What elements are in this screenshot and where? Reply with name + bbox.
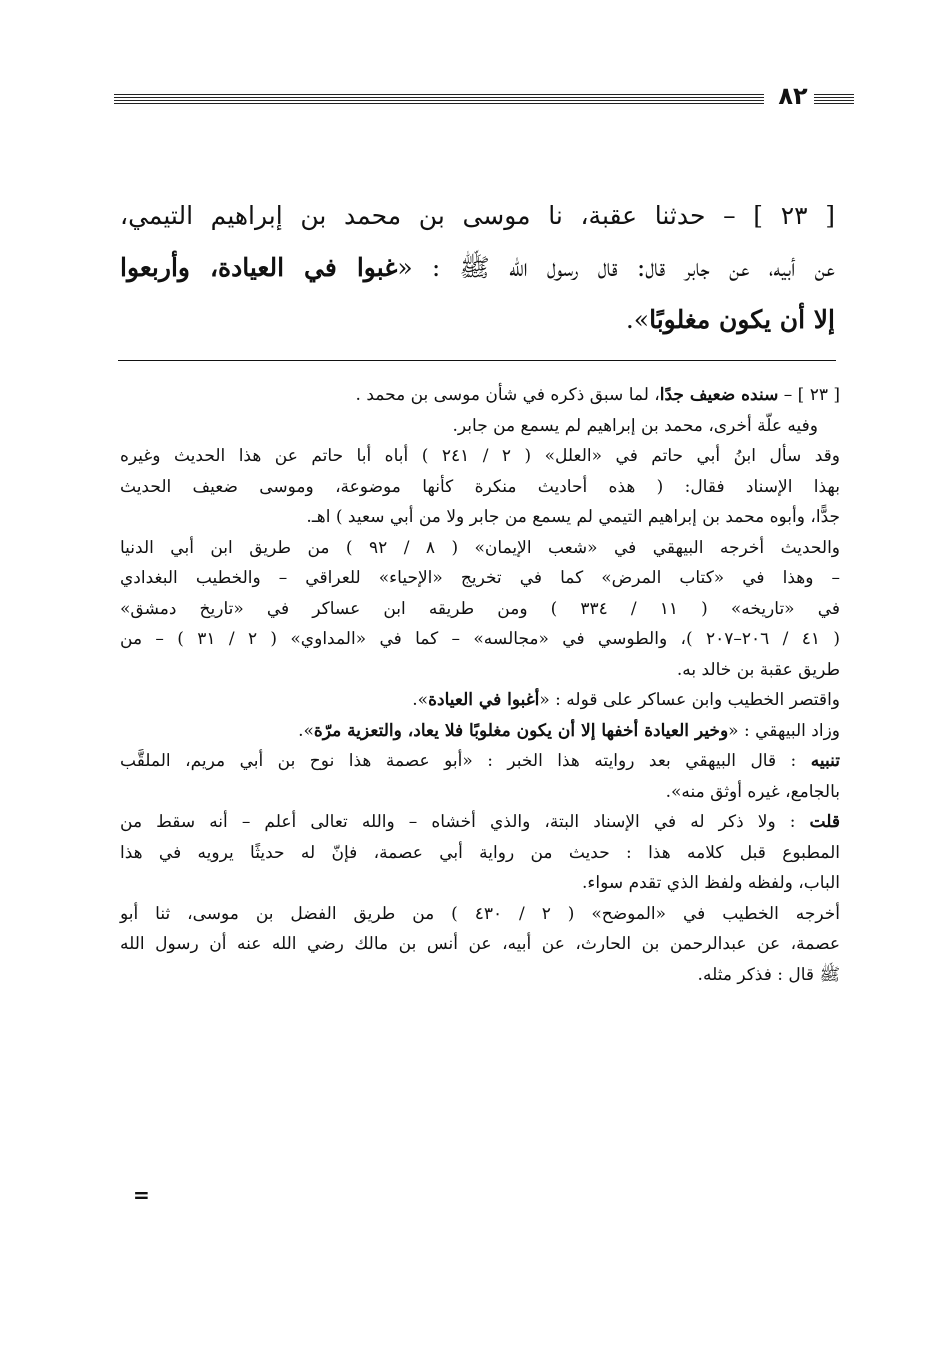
- bold-text: وخير العيادة أخفها إلا أن يكون مغلوبًا فلا يعاد، والتعزية مرّة: [313, 720, 729, 741]
- hadith-line: [120, 294, 835, 346]
- text-run: بهذا الإسناد فقال: ( هذه أحاديث منكرة كأنها موضوعة، وموسى ضعيف الحديث: [120, 476, 840, 497]
- footnote-line: [120, 563, 840, 594]
- bold-text: سنده ضعيف جدًا: [659, 385, 779, 405]
- text-run: طريق عقبة بن خالد به.: [676, 659, 840, 680]
- bold-text: إلا أن يكون مغلوبًا: [649, 305, 835, 334]
- footnote-line: [120, 441, 840, 472]
- bold-text: قلت: [809, 812, 840, 832]
- footnote-line: [120, 594, 840, 625]
- text-run: ( ٤١ / ٢٠٦–٢٠٧ )، والطوسي في «مجالسه» – كما في «المداوي» ( ٢ / ٣١ ) – من: [120, 629, 840, 649]
- hadith-line: [120, 242, 835, 294]
- hadith-line: [120, 190, 835, 242]
- footnote-line: [120, 411, 840, 442]
- text-run: – وهذا في «كتاب المرض» كما في تخريج «الإحياء» للعراقي – والخطيب البغدادي: [120, 568, 840, 588]
- text-run: ، لما سبق ذكره في شأن موسى بن محمد .: [355, 385, 660, 405]
- text-run: وفيه علّة أخرى، محمد بن إبراهيم لم يسمع من جابر.: [452, 415, 818, 436]
- text-run: أخرجه الخطيب في «الموضح» ( ٢ / ٤٣٠ ) من طريق الفضل بن موسى، ثنا أبو: [120, 903, 840, 924]
- text-run: [ ٢٣ ] – حدثنا عقبة، نا موسى بن محمد بن إبراهيم التيمي،: [120, 201, 835, 230]
- text-run: عن أبيه، عن جابر قال: قال رسول الله ﷺ : «: [397, 253, 835, 282]
- footnote-line: [120, 807, 840, 838]
- text-run: جدًّا، وأبوه محمد بن إبراهيم التيمي لم يسمع من جابر ولا من أبي سعيد ) اهـ.: [306, 507, 840, 527]
- footnote-line: [120, 777, 840, 808]
- footnote-commentary: [120, 380, 840, 990]
- text-run: : قال البيهقي بعد روايته هذا الخبر : «أبو عصمة هذا نوح بن أبي مريم، الملقَّب: [120, 751, 811, 771]
- hadith-text: [120, 190, 835, 346]
- bold-text: أغبوا في العيادة: [428, 690, 540, 710]
- page-header: [114, 82, 854, 112]
- footnote-line: [120, 716, 840, 747]
- header-rule-left: [114, 94, 764, 104]
- text-run: المطبوع قبل كلامه هذا : حديث من رواية أبي عصمة، فإنّ له حديثًا يرويه في هذا: [120, 842, 840, 863]
- bold-text: تنبيه: [810, 751, 840, 771]
- text-run: [ ٢٣ ] –: [778, 385, 840, 405]
- text-run: ».: [412, 690, 429, 710]
- footnote-line: [120, 868, 840, 899]
- footnote-line: [120, 838, 840, 869]
- text-run: واقتصر الخطيب وابن عساكر على قوله : «: [539, 690, 840, 710]
- footnote-line: [120, 624, 840, 655]
- header-rule-right: [814, 94, 854, 104]
- footnote-line: [120, 960, 840, 991]
- footnote-line: [120, 899, 840, 930]
- page-number: ٨٢: [778, 82, 808, 110]
- text-run: في «تاريخه» ( ١١ / ٣٣٤ ) ومن طريقه ابن عساكر في «تاريخ دمشق»: [120, 598, 840, 619]
- footnote-line: [120, 929, 840, 960]
- footnote-line: [120, 502, 840, 533]
- text-run: ».: [625, 305, 650, 334]
- footnote-separator: [118, 360, 836, 361]
- footnote-line: [120, 746, 840, 777]
- footnote-line: [120, 685, 840, 716]
- continuation-mark: =: [133, 1183, 150, 1207]
- text-run: والحديث أخرجه البيهقي في «شعب الإيمان» ( ٨ / ٩٢ ) من طريق ابن أبي الدنيا: [120, 537, 840, 558]
- text-run: بالجامع، غيره أوثق منه».: [665, 781, 840, 802]
- text-run: وزاد البيهقي : «: [728, 720, 840, 741]
- bold-text: غبوا في العيادة، وأربعوا: [120, 253, 398, 282]
- text-run: عصمة، عن عبدالرحمن بن الحارث، عن أبيه، عن أنس بن مالك رضي الله عنه أن رسول الله: [120, 934, 840, 954]
- footnote-line: [120, 655, 840, 686]
- footnote-line: [120, 472, 840, 503]
- footnote-line: [120, 380, 840, 411]
- text-run: ».: [298, 720, 314, 741]
- text-run: : ولا ذكر له في الإسناد البتة، والذي أخشاه – والله تعالى أعلم – أنه سقط من: [120, 812, 810, 832]
- text-run: الباب، ولفظه ولفظ الذي تقدم سواء.: [582, 873, 840, 893]
- footnote-line: [120, 533, 840, 564]
- text-run: ﷺ قال : فذكر مثله.: [697, 964, 840, 985]
- text-run: وقد سأل ابنُ أبي حاتم في «العلل» ( ٢ / ٢٤١ ) أباه أبا حاتم عن هذا الحديث وغيره: [120, 446, 840, 466]
